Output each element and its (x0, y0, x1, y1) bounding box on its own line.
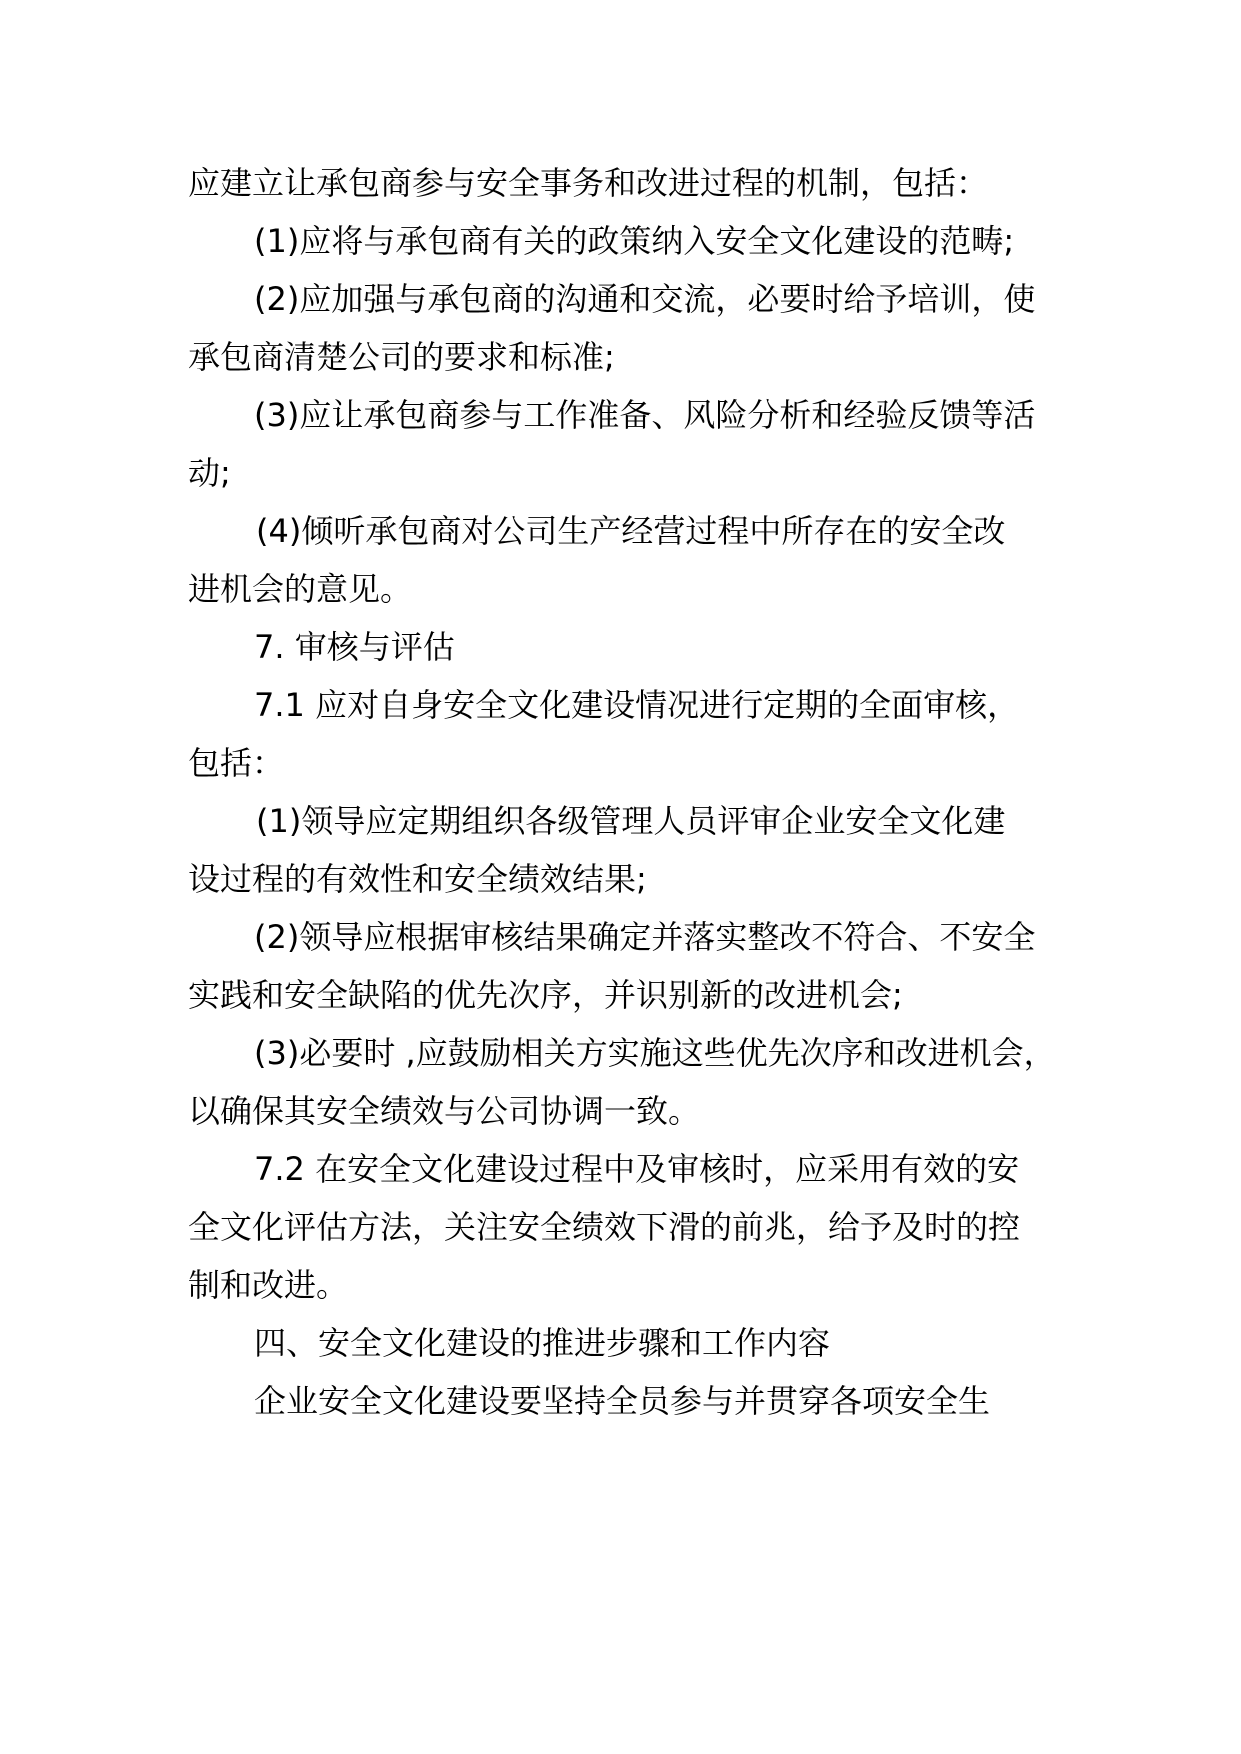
text-line: 7.1 应对自身安全文化建设情况进行定期的全面审核， (254, 686, 1020, 724)
text-line: 进机会的意见。 (188, 570, 413, 608)
text-line: (3)必要时 ,应鼓励相关方实施这些优先次序和改进机会， (254, 1034, 1056, 1072)
text-line: 实践和安全缺陷的优先次序，并识别新的改进机会; (188, 976, 903, 1014)
text-line: 动; (188, 454, 231, 492)
text-line: (1)应将与承包商有关的政策纳入安全文化建设的范畴; (254, 222, 1015, 260)
section-heading: 四、安全文化建设的推进步骤和工作内容 (254, 1324, 831, 1362)
text-line: 承包商清楚公司的要求和标准; (188, 338, 615, 376)
text-line: 企业安全文化建设要坚持全员参与并贯穿各项安全生 (254, 1382, 991, 1420)
text-line: 包括： (188, 744, 285, 782)
text-line: 应建立让承包商参与安全事务和改进过程的机制，包括： (188, 164, 989, 202)
text-line: (2)应加强与承包商的沟通和交流，必要时给予培训，使 (254, 280, 1036, 318)
text-line: (4)倾听承包商对公司生产经营过程中所存在的安全改 (256, 512, 1006, 550)
text-line: 全文化评估方法，关注安全绩效下滑的前兆，给予及时的控 (188, 1208, 1021, 1246)
text-line: (2)领导应根据审核结果确定并落实整改不符合、不安全 (254, 918, 1036, 956)
text-line: 制和改进。 (188, 1266, 349, 1304)
text-line: 设过程的有效性和安全绩效结果; (188, 860, 647, 898)
section-heading: 7. 审核与评估 (254, 628, 455, 666)
text-line: 7.2 在安全文化建设过程中及审核时，应采用有效的安 (254, 1150, 1020, 1188)
text-line: 以确保其安全绩效与公司协调一致。 (188, 1092, 701, 1130)
text-line: (1)领导应定期组织各级管理人员评审企业安全文化建 (256, 802, 1006, 840)
text-line: (3)应让承包商参与工作准备、风险分析和经验反馈等活 (254, 396, 1036, 434)
